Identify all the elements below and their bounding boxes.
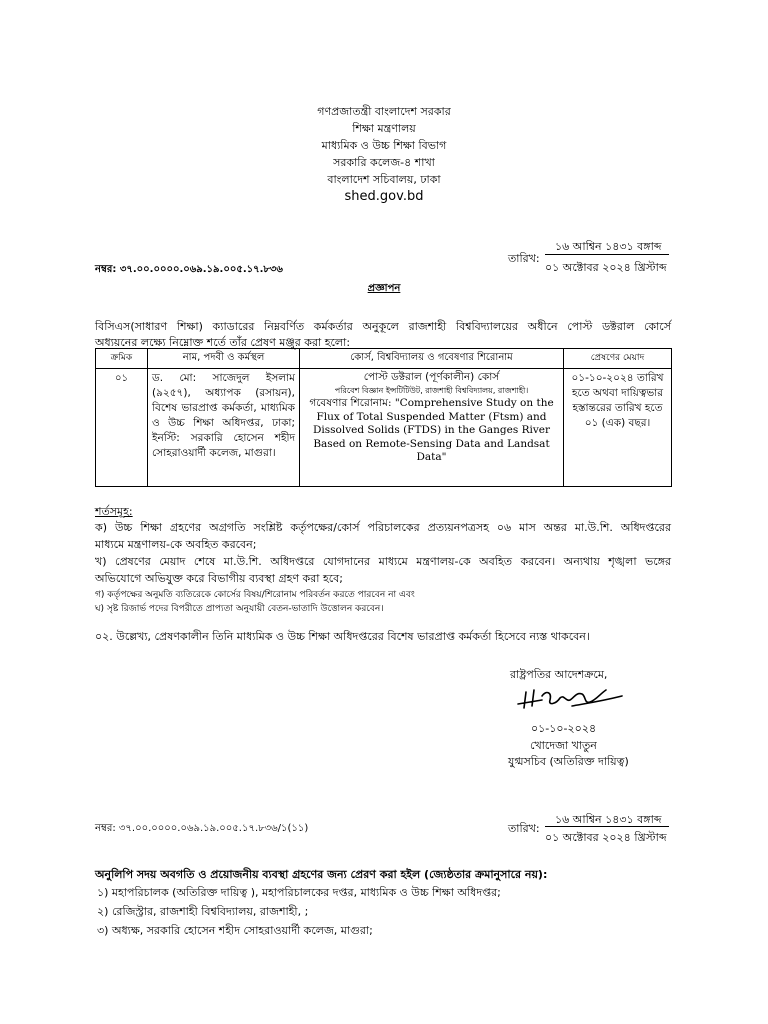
copy-item-3: ৩) অধ্যক্ষ, সরকারি হোসেন শহীদ সোহরাওয়ার্দী কলেজ, মাগুরা;: [97, 924, 373, 937]
copy-item-2: ২) রেজিস্ট্রার, রাজশাহী বিশ্ববিদ্যালয়, রাজশাহী, ;: [97, 905, 309, 918]
cell-name: ড. মো: সাজেদুল ইসলাম (৯২৫৭), অধ্যাপক (রসায়ন), বিশেষ ভারপ্রাপ্ত কর্মকর্তা, মাধ্যমিক ও উচ্চ শিক্ষা অধিদপ্তর, ঢাকা; ইনস্টি: সরকারি হোসেন শহীদ সোহরাওয়ার্দী কলেজ, মাগুরা।: [148, 369, 300, 487]
header-government: গণপ্রজাতন্ত্রী বাংলাদেশ সরকার: [317, 105, 451, 118]
ref2-date-bangla: ১৬ আশ্বিন ১৪৩১ বঙ্গাব্দ: [555, 813, 662, 826]
signature-order: রাষ্ট্রপতির আদেশক্রমে,: [510, 668, 608, 681]
conditions-title: শর্তসমূহ:: [95, 505, 133, 518]
deputation-table: [95, 348, 672, 487]
condition-gha: ঘ) সৃষ্ট রিজার্ভ পদের বিপরীতে প্রাপ্যতা অনুযায়ী বেতন-ভাতাদি উত্তোলন করবেন।: [95, 604, 384, 614]
ref2-date-english: ০১ অক্টোবর ২০২৪ খ্রিস্টাব্দ: [545, 831, 667, 844]
header-duration: প্রেষণের মেয়াদ: [564, 349, 672, 369]
condition-ka-line-2: মাধ্যমে মন্ত্রণালয়-কে অবহিত করবেন;: [95, 538, 257, 551]
intro-line-2: অধ্যয়নের লক্ষ্যে নিম্নোক্ত শর্তে তাঁর প্রেষণ মঞ্জুর করা হলো:: [95, 336, 351, 349]
signatory-designation: যুগ্মসচিব (অতিরিক্ত দায়িত্ব): [508, 755, 629, 768]
copy-item-1: ১) মহাপরিচালক (অতিরিক্ত দায়িত্ব ), মহাপরিচালকের দপ্তর, মাধ্যমিক ও উচ্চ শিক্ষা অধিদপ্তর;: [97, 886, 501, 899]
research-title: গবেষণার শিরোনাম: "Comprehensive Study on the Flux of Total Suspended Matter (Ftsm) and Dissolved Solids (FTDS) in the Ganges River Based on Remote-Sensing Data and Landsat Data": [309, 397, 554, 463]
ref1-memo-number: নম্বর: ৩৭.০০.০০০০.০৬৯.১৯.০০৫.১৭.৮৩৬: [95, 264, 283, 275]
header-course: কোর্স, বিশ্ববিদ্যালয় ও গবেষণার শিরোনাম: [300, 349, 564, 369]
header-address: বাংলাদেশ সচিবালয়, ঢাকা: [327, 173, 441, 186]
header-serial: ক্রমিক: [96, 349, 148, 369]
ref2-date-divider: [545, 826, 669, 827]
course-type: পোস্ট ডক্টরাল (পূর্ণকালীন) কোর্স: [363, 371, 500, 383]
document-title: প্রজ্ঞাপন: [367, 283, 401, 294]
header-ministry: শিক্ষা মন্ত্রণালয়: [352, 122, 416, 135]
condition-kha-line-2: অভিযোগে অভিযুক্ত করে বিভাগীয় ব্যবস্থা গ্রহণ করা হবে;: [95, 572, 344, 585]
copy-heading: অনুলিপি সদয় অবগতি ও প্রয়োজনীয় ব্যবস্থা গ্রহণের জন্য প্রেরণ করা হইল (জ্যেষ্ঠতার ক্রমানুসারে নয়):: [95, 868, 548, 881]
ref1-date-english: ০১ অক্টোবর ২০২৪ খ্রিস্টাব্দ: [545, 261, 667, 274]
condition-ga: গ) কর্তৃপক্ষের অনুমতি ব্যতিরেকে কোর্সের বিষয়/শিরোনাম পরিবর্তন করতে পারবেন না এবং: [95, 590, 415, 600]
ref1-date-divider: [545, 254, 669, 255]
cell-duration: ০১-১০-২০২৪ তারিখ হতে অথবা দায়িত্বভার হস্তান্তরের তারিখ হতে ০১ (এক) বছর।: [564, 369, 672, 487]
ref2-memo-number: নম্বর: ৩৭.০০.০০০০.০৬৯.১৯.০০৫.১৭.৮৩৬/১(১১): [95, 823, 309, 834]
letterhead: [0, 103, 768, 205]
ref1-date-bangla: ১৬ আশ্বিন ১৪৩১ বঙ্গাব্দ: [555, 240, 662, 253]
header-website: shed.gov.bd: [344, 189, 424, 204]
header-division: মাধ্যমিক ও উচ্চ শিক্ষা বিভাগ: [321, 139, 447, 152]
note-paragraph: ০২. উল্লেখ্য, প্রেষণকালীন তিনি মাধ্যমিক ও উচ্চ শিক্ষা অধিদপ্তরের বিশেষ ভারপ্রাপ্ত কর্মকর্তা হিসেবে ন্যস্ত থাকবেন।: [95, 630, 590, 643]
signature-image: [512, 682, 630, 718]
header-section: সরকারি কলেজ-৪ শাখা: [333, 156, 435, 169]
cell-serial: ০১: [96, 369, 148, 487]
condition-kha-line-1: খ) প্রেষণের মেয়াদ শেষে মা.উ.শি. অধিদপ্তরে যোগদানের মাধ্যমে মন্ত্রণালয়-কে অবহিত করবেন। অন্যথায় শৃঙ্খলা ভঙ্গের: [95, 555, 671, 568]
table-header-row: [96, 349, 672, 369]
intro-line-1: বিসিএস(সাধারণ শিক্ষা) ক্যাডারের নিম্নবর্ণিত কর্মকর্তার অনুকূলে রাজশাহী বিশ্ববিদ্যালয়ের অধীনে পোস্ট ডক্টরাল কোর্সে: [95, 320, 671, 333]
header-name: নাম, পদবী ও কর্মস্থল: [148, 349, 300, 369]
cell-course: [300, 369, 564, 487]
ref1-date-label: তারিখ:: [508, 252, 540, 265]
signature-date: ০১-১০-২০২৪: [531, 722, 597, 735]
table-row: [96, 369, 672, 487]
signatory-name: খোদেজা খাতুন: [530, 739, 597, 752]
ref2-date-label: তারিখ:: [508, 822, 540, 835]
condition-ka-line-1: ক) উচ্চ শিক্ষা গ্রহণের অগ্রগতি সংশ্লিষ্ট কর্তৃপক্ষের/কোর্স পরিচালকের প্রত্যয়নপত্রসহ ০৬ মাস অন্তর মা.উ.শি. অধিদপ্তরের: [95, 521, 671, 534]
course-institute: পরিবেশ বিজ্ঞান ইন্সটিটিউট, রাজশাহী বিশ্ববিদ্যালয়, রাজশাহী।: [334, 386, 529, 395]
